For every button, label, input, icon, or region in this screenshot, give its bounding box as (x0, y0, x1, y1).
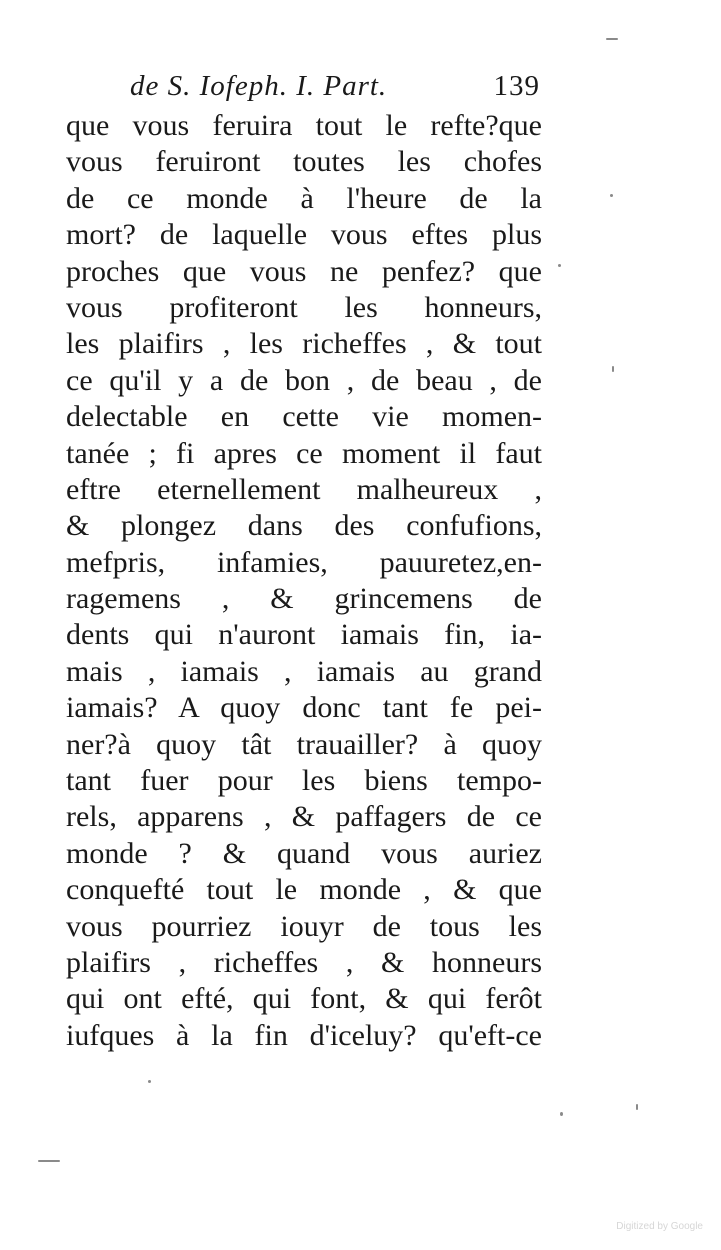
text-line: dents qui n'auront iamais fin, ia- (66, 618, 542, 652)
text-line: mort? de laquelle vous eftes plus (66, 218, 542, 252)
text-line: iamais? A quoy donc tant fe pei- (66, 691, 542, 725)
text-line: vous profiteront les honneurs, (66, 290, 542, 324)
text-line: & plongez dans des confufions, (66, 509, 542, 543)
scan-speck (636, 1104, 638, 1110)
scan-speck (606, 38, 618, 40)
text-line: monde ? & quand vous auriez (66, 836, 542, 870)
scan-speck (558, 264, 561, 267)
scan-speck (610, 194, 613, 197)
text-line: eftre eternellement malheureux , (66, 472, 542, 506)
text-line: qui ont efté, qui font, & qui ferôt (66, 982, 542, 1016)
text-line: de ce monde à l'heure de la (66, 181, 542, 215)
text-line: delectable en cette vie momen- (66, 400, 542, 434)
text-line: tant fuer pour les biens tempo- (66, 764, 542, 798)
text-line: mais , iamais , iamais au grand (66, 654, 542, 688)
body-text (66, 108, 542, 1054)
scan-speck (148, 1080, 151, 1083)
page-number: 139 (493, 70, 540, 102)
text-line: proches que vous ne penfez? que (66, 254, 542, 288)
text-line: plaifirs , richeffes , & honneurs (66, 945, 542, 979)
text-line: vous pourriez iouyr de tous les (66, 909, 542, 943)
text-line: que vous feruira tout le refte?que (66, 109, 542, 142)
text-line: mefpris, infamies, pauuretez,en- (66, 545, 542, 579)
text-line: rels, apparens , & paffagers de ce (66, 800, 542, 834)
scan-speck (38, 1160, 60, 1162)
text-line: vous feruiront toutes les chofes (66, 145, 542, 179)
text-line: ner?à quoy tât trauailler? à quoy (66, 727, 542, 761)
text-line: iufques à la fin d'iceluy? qu'eft-ce (66, 1018, 542, 1052)
text-line: tanée ; fi apres ce moment il faut (66, 436, 542, 470)
text-line: les plaifirs , les richeffes , & tout (66, 327, 542, 361)
text-line: ce qu'il y a de bon , de beau , de (66, 363, 542, 397)
running-head (130, 70, 540, 106)
scan-speck (612, 366, 614, 372)
running-title: de S. Iofeph. I. Part. (130, 70, 388, 102)
watermark: Digitized by Google (616, 1221, 703, 1232)
scan-speck (560, 1112, 563, 1116)
text-line: conquefté tout le monde , & que (66, 873, 542, 907)
text-line: ragemens , & grincemens de (66, 582, 542, 616)
